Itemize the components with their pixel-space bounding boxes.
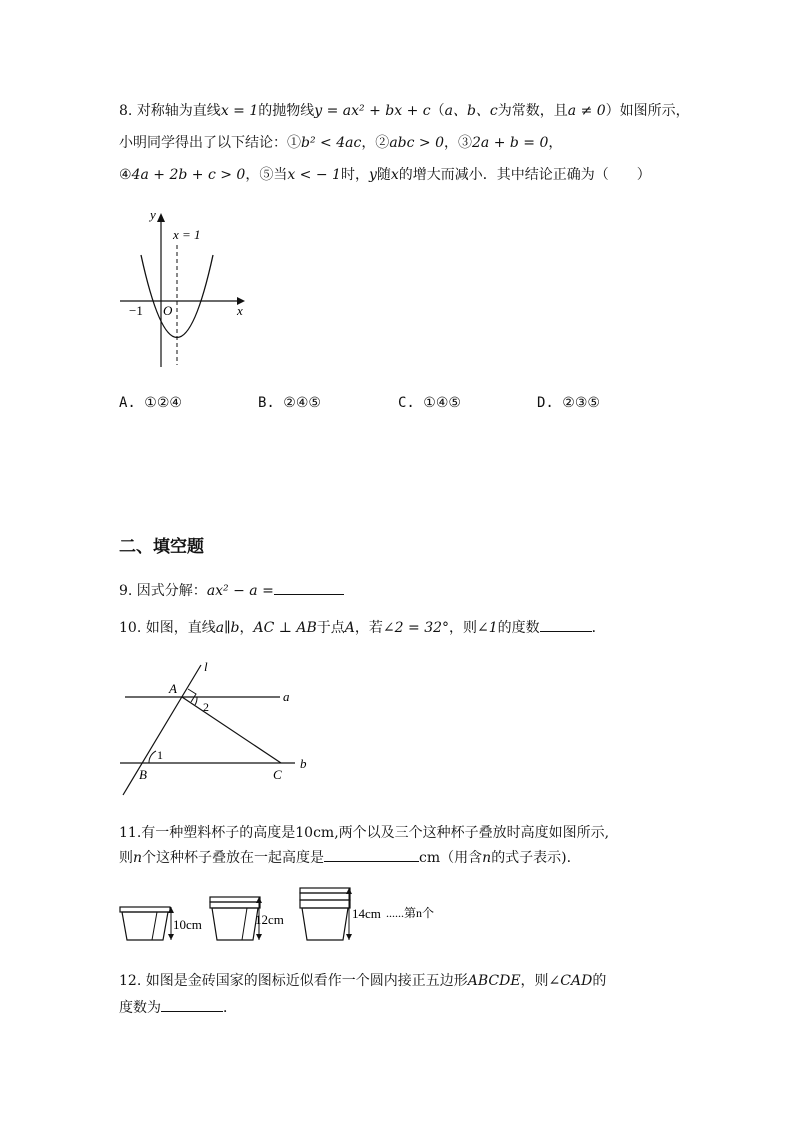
q12-line1 [119, 970, 606, 990]
math: ∠CAD [548, 973, 593, 989]
math: a、b、c [444, 103, 498, 119]
math: x < − 1 [287, 167, 341, 183]
q8-text: 时， [340, 167, 369, 183]
math: y [368, 167, 377, 183]
y-axis-label: y [150, 207, 156, 222]
height-label-3: 14cm [352, 906, 381, 921]
q9-text: 9. 因式分解： [119, 583, 207, 599]
q11-text: 的式子表示). [491, 850, 572, 866]
cup-single [120, 907, 170, 940]
q12-text: 的 [592, 973, 607, 989]
math: ax² − a = [206, 583, 274, 599]
label-a: a [283, 689, 290, 704]
y-axis-arrow [157, 213, 165, 222]
math: x [390, 167, 399, 183]
math: A [344, 620, 355, 636]
q8-text: ，⑤当 [245, 167, 288, 183]
math: ABCDE [467, 973, 521, 989]
q12-text: 12. 如图是金砖国家的图标近似看作一个圆内接正五边形 [119, 973, 468, 989]
origin-label: O [163, 303, 173, 318]
q8-text: ，② [361, 135, 390, 151]
q12-text: ． [223, 1000, 237, 1016]
q10-text: ，若 [354, 620, 383, 636]
q10-text: ， [239, 620, 254, 636]
q8-text: ，③ [444, 135, 472, 151]
height-label-2: 12cm [255, 912, 284, 927]
nth-cup-label: ......第n个 [386, 906, 435, 920]
q8-text: 对称轴为直线 [136, 103, 221, 119]
q10-text: ，则 [449, 620, 478, 636]
option-a[interactable]: A. ①②④ [119, 395, 182, 411]
q12-line2 [119, 997, 237, 1017]
math: y = ax² + bx + c [314, 103, 431, 119]
q11-line2 [119, 847, 571, 867]
q10-text: 10. 如图，直线 [119, 620, 216, 636]
q8-text: ）如图所示， [605, 103, 690, 119]
q10-text: 于点 [316, 620, 345, 636]
q8-text: ， [548, 135, 563, 151]
x-axis-label: x [237, 303, 243, 318]
math: ∠2 = 32° [382, 620, 450, 636]
label-B: B [139, 767, 147, 782]
label-angle-1: 1 [157, 748, 163, 762]
cups-figure [115, 883, 465, 948]
math: n [133, 850, 143, 866]
section-title: 二、填空题 [119, 537, 204, 557]
q10-text: ． [591, 620, 606, 636]
label-angle-2: 2 [203, 700, 209, 714]
q8-text: （ [430, 103, 445, 119]
label-A: A [169, 681, 177, 696]
math: x = 1 [220, 103, 259, 119]
q8-text: 随 [376, 167, 391, 183]
line-l [123, 665, 201, 795]
q8-text: ④ [119, 167, 132, 183]
height-label-1: 10cm [173, 917, 202, 932]
q8-line3 [119, 164, 651, 184]
option-b[interactable]: B. ②④⑤ [258, 395, 321, 411]
option-c[interactable]: C. ①④⑤ [398, 395, 461, 411]
symmetry-label: x = 1 [173, 227, 201, 242]
answer-blank[interactable] [161, 997, 223, 1012]
segment-ac [182, 697, 281, 763]
label-C: C [273, 767, 282, 782]
right-angle-mark [188, 689, 196, 702]
q11-line1 [119, 822, 609, 842]
q8-line2 [119, 132, 562, 152]
parabola-figure [115, 205, 255, 375]
math: ∠1 [477, 620, 498, 636]
math: a∥b [215, 620, 240, 636]
q12-text: 度数为 [119, 1000, 161, 1016]
q12-text: ，则 [520, 973, 549, 989]
option-d[interactable]: D. ②③⑤ [537, 395, 600, 411]
label-l: l [204, 659, 208, 674]
math: 10cm [295, 825, 335, 841]
q10-line [119, 617, 606, 637]
q11-text: cm（用含 [419, 850, 483, 866]
parallel-lines-figure [115, 655, 320, 800]
math: abc > 0 [389, 135, 444, 151]
math: 2a + b = 0 [472, 135, 549, 151]
q8-number: 8. [119, 103, 133, 119]
cup-triple [300, 888, 350, 940]
q8-line1 [119, 100, 690, 120]
q8-text: 为常数，且 [497, 103, 568, 119]
answer-blank[interactable] [274, 580, 344, 595]
label-b: b [300, 756, 307, 771]
minus-one-label: −1 [129, 303, 143, 318]
answer-blank[interactable] [540, 617, 592, 632]
q8-text: 的增大而减小．其中结论正确为（ ） [398, 167, 651, 183]
q10-text: 的度数 [497, 620, 540, 636]
math: n [482, 850, 492, 866]
q9-line [119, 580, 344, 600]
q11-text: 则 [119, 850, 133, 866]
q11-text: 11.有一种塑料杯子的高度是 [119, 825, 296, 841]
angle-1-arc [149, 751, 156, 763]
q8-text: 的抛物线 [258, 103, 315, 119]
q11-text: ,两个以及三个这种杯子叠放时高度如图所示, [334, 825, 610, 841]
cup-double [210, 897, 260, 940]
math: b² < 4ac [301, 135, 362, 151]
q8-text: 小明同学得出了以下结论：① [119, 135, 301, 151]
math: AC ⊥ AB [253, 620, 317, 636]
math: a ≠ 0 [567, 103, 606, 119]
math: 4a + 2b + c > 0 [131, 167, 246, 183]
angle-2-arc [195, 697, 197, 705]
q11-text: 个这种杯子叠放在一起高度是 [142, 850, 325, 866]
answer-blank[interactable] [324, 847, 419, 862]
